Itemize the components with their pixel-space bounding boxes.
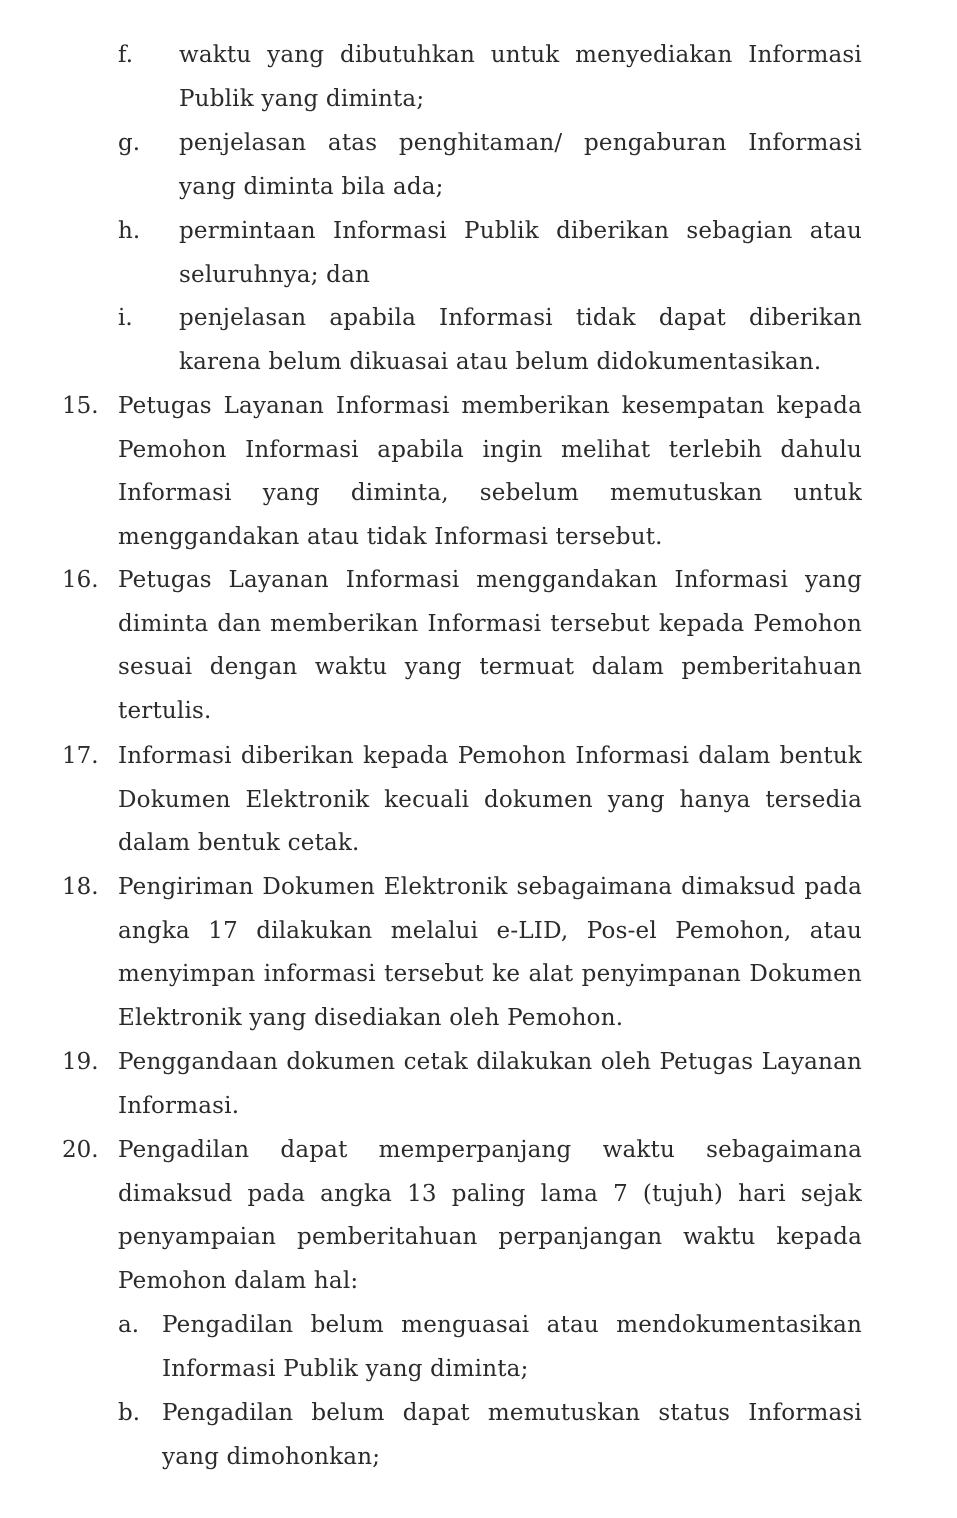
item-number: 18. [62,874,99,900]
item-text: Petugas Layanan Informasi menggandakan Informasi yang diminta dan memberikan Informasi tersebut kepada Pemohon sesuai dengan waktu yang termuat dalam pemberitahuan tertulis. [118,567,862,724]
item-number: 15. [62,393,99,419]
item-text: penjelasan atas penghitaman/ pengaburan Informasi yang diminta bila ada; [179,130,862,200]
item-text: Informasi diberikan kepada Pemohon Informasi dalam bentuk Dokumen Elektronik kecuali dokumen yang hanya tersedia dalam bentuk cetak. [118,743,862,856]
item-label: a. [118,1312,140,1338]
item-label: i. [118,305,133,331]
item-label: b. [118,1400,141,1426]
item-number: 19. [62,1049,99,1075]
item-text: Petugas Layanan Informasi memberikan kesempatan kepada Pemohon Informasi apabila ingin melihat terlebih dahulu Informasi yang diminta, sebelum memutuskan untuk menggandakan atau tidak Informasi tersebut. [118,393,862,550]
item-number: 20. [62,1137,99,1163]
item-text: Pengiriman Dokumen Elektronik sebagaimana dimaksud pada angka 17 dilakukan melalui e-LID, Pos-el Pemohon, atau menyimpan informasi tersebut ke alat penyimpanan Dokumen Elektronik yang disediakan oleh Pemohon. [118,874,862,1031]
item-label: g. [118,130,141,156]
item-text: penjelasan apabila Informasi tidak dapat diberikan karena belum dikuasai atau belum didokumentasikan. [179,305,862,375]
item-text: Pengadilan belum dapat memutuskan status Informasi yang dimohonkan; [162,1400,862,1470]
item-number: 17. [62,743,99,769]
item-text: waktu yang dibutuhkan untuk menyediakan Informasi Publik yang diminta; [179,42,862,112]
item-text: permintaan Informasi Publik diberikan sebagian atau seluruhnya; dan [179,218,862,288]
item-number: 16. [62,567,99,593]
item-text: Pengadilan dapat memperpanjang waktu sebagaimana dimaksud pada angka 13 paling lama 7 (tujuh) hari sejak penyampaian pemberitahuan perpanjangan waktu kepada Pemohon dalam hal: [118,1137,862,1294]
item-label: h. [118,218,141,244]
item-text: Pengadilan belum menguasai atau mendokumentasikan Informasi Publik yang diminta; [162,1312,862,1382]
item-text: Penggandaan dokumen cetak dilakukan oleh Petugas Layanan Informasi. [118,1049,862,1119]
item-label: f. [118,42,134,68]
